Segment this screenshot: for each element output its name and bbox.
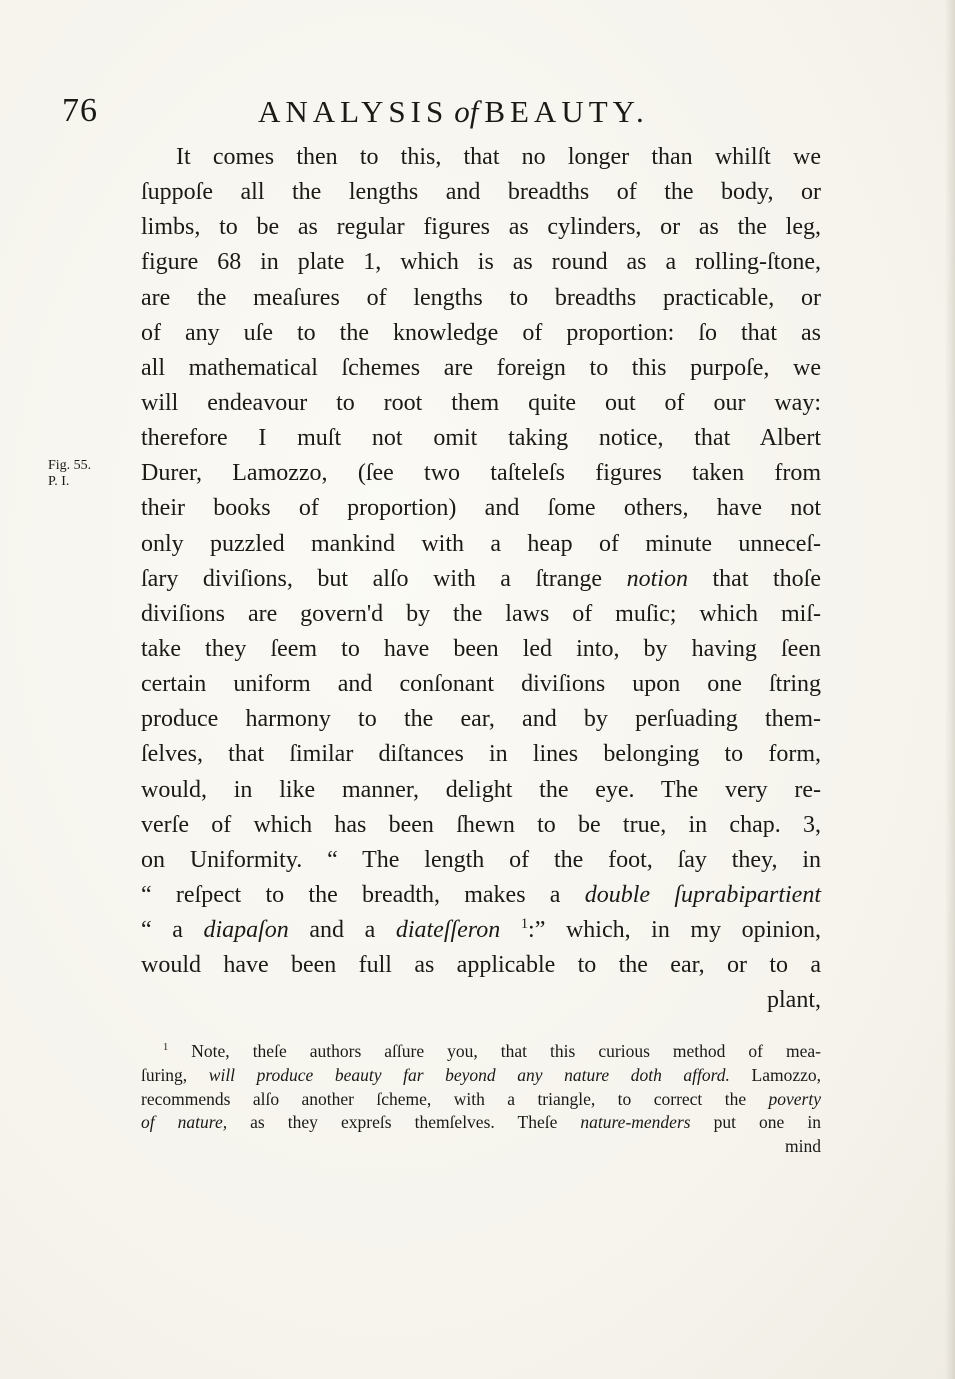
body-line: “ a diapaſon and a diateſſeron $^1$:” which, in my opinion,: [141, 916, 821, 944]
body-text: [141, 140, 821, 1019]
body-line: take they ſeem to have been led into, by having ſeen: [141, 635, 821, 662]
footnote-reference[interactable]: 1: [520, 916, 529, 933]
italic-word: diapaſon: [203, 917, 289, 944]
footnote-catchword: mind: [785, 1136, 821, 1157]
footnote-marker: 1: [163, 1042, 169, 1054]
running-head-part1: ANALYSIS: [258, 94, 449, 129]
running-head-of: of: [454, 94, 479, 129]
catchword: plant,: [767, 987, 821, 1014]
body-line: certain uniform and conſonant diviſions upon one ſtring: [141, 671, 821, 698]
italic-phrase: double ſuprabipartient: [584, 881, 821, 908]
body-line: verſe of which has been ſhewn to be true, in chap. 3,: [141, 811, 821, 838]
body-line: all mathematical ſchemes are foreign to this purpoſe, we: [141, 354, 821, 381]
margin-note-line: P. I.: [48, 474, 70, 489]
body-line: Durer, Lamozzo, (ſee two taſteleſs figures taken from: [141, 460, 821, 487]
page-number: 76: [62, 92, 98, 129]
footnote-text: Lamozzo,: [751, 1064, 822, 1085]
body-line: of any uſe to the knowledge of proportion: ſo that as: [141, 319, 821, 346]
footnote-text: recommends alſo another ſcheme, with a triangle, to correct the: [141, 1088, 747, 1109]
footnote-italic: of nature,: [141, 1112, 228, 1133]
body-line: figure 68 in plate 1, which is as round as a rolling-ſtone,: [141, 249, 821, 276]
footnote-italic: nature-menders: [580, 1112, 691, 1133]
body-line: ſary diviſions, but alſo with a ſtrange notion that thoſe: [141, 565, 821, 592]
body-line: ſuppoſe all the lengths and breadths of the body, or: [141, 179, 821, 206]
margin-note-line: Fig. 55.: [48, 458, 92, 473]
footnotes: [141, 1040, 821, 1159]
italic-word: notion: [626, 565, 688, 592]
running-head-part2: BEAUTY.: [484, 94, 649, 129]
footnote-text: ſuring,: [141, 1064, 188, 1085]
body-line: produce harmony to the ear, and by perſuading them-: [141, 706, 821, 733]
body-line: It comes then to this, that no longer than whilſt we: [176, 144, 821, 170]
body-line: ſelves, that ſimilar diſtances in lines belonging to form,: [141, 741, 821, 768]
body-line: would, in like manner, delight the eye. The very re-: [141, 776, 821, 803]
footnote-text: Note, theſe authors aſſure you, that this curious method of mea-: [191, 1041, 822, 1061]
footnote-italic: will produce beauty far beyond any nature doth afford.: [208, 1064, 730, 1085]
page-edge-shadow: [945, 0, 955, 1379]
margin-figure-reference: [48, 458, 91, 490]
body-line: only puzzled mankind with a heap of minute unneceſ-: [141, 530, 821, 557]
footnote-line: [141, 1088, 821, 1112]
italic-word: diateſſeron: [395, 917, 501, 944]
body-line: are the meaſures of lengths to breadths practicable, or: [141, 284, 821, 311]
footnote-italic: poverty: [768, 1088, 821, 1109]
body-line: would have been full as applicable to the ear, or to a: [141, 952, 821, 979]
footnote-line: [141, 1040, 821, 1064]
footnote-text: as they expreſs themſelves. Theſe: [250, 1112, 558, 1133]
body-line: therefore I muſt not omit taking notice, that Albert: [141, 425, 821, 452]
footnote-text: put one in: [713, 1112, 822, 1133]
footnote-line: [141, 1064, 821, 1088]
body-line: limbs, to be as regular figures as cylinders, or as the leg,: [141, 214, 821, 241]
body-line: their books of proportion) and ſome others, have not: [141, 495, 821, 522]
body-line: on Uniformity. “ The length of the foot, ſay they, in: [141, 846, 821, 873]
body-line: “ reſpect to the breadth, makes a double ſuprabipartient: [141, 881, 821, 908]
body-line: will endeavour to root them quite out of our way:: [141, 389, 821, 416]
running-head: [258, 94, 649, 130]
footnote-line: [141, 1111, 821, 1135]
body-line: diviſions are govern'd by the laws of muſic; which miſ-: [141, 600, 821, 627]
